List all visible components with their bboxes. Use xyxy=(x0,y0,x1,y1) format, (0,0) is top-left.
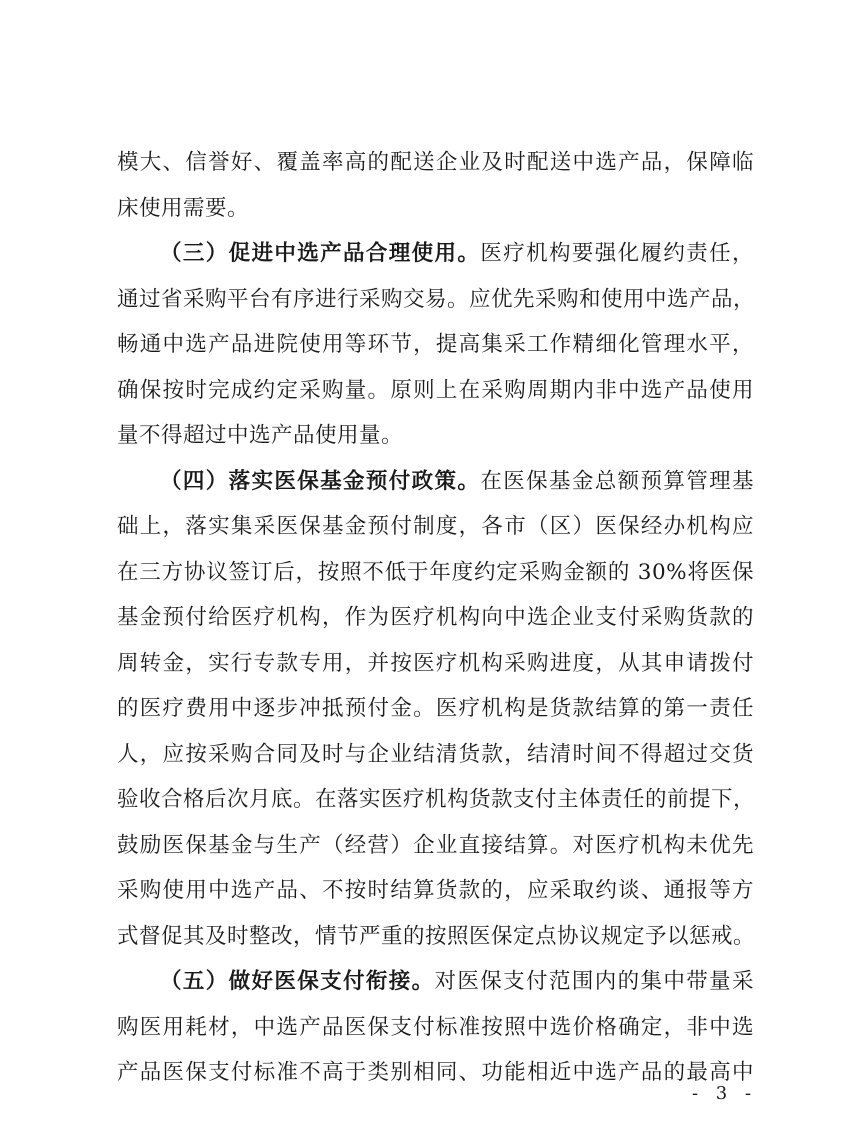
paragraph-text: 在医保基金总额预算管理基 xyxy=(480,468,754,494)
paragraph-line xyxy=(117,459,754,505)
paragraph-line: 通过省采购平台有序进行采购交易。应优先采购和使用中选产品， xyxy=(117,286,756,312)
paragraph-line: 基金预付给医疗机构，作为医疗机构向中选企业支付采购货款的 xyxy=(117,605,754,630)
paragraph-line xyxy=(117,959,754,1005)
paragraph-line: 验收合格后次月底。在落实医疗机构货款支付主体责任的前提下， xyxy=(117,787,756,812)
paragraph-text: 医疗机构要强化履约责任， xyxy=(480,241,754,266)
paragraph-line: 鼓励医保基金与生产（经营）企业直接结算。对医疗机构未优先 xyxy=(117,832,754,858)
section-heading: （五）做好医保支付衔接。 xyxy=(160,969,435,994)
section-heading: （四）落实医保基金预付政策。 xyxy=(160,468,481,494)
paragraph-line: 础上，落实集采医保基金预付制度，各市（区）医保经办机构应 xyxy=(117,514,754,539)
paragraph-line: 购医用耗材，中选产品医保支付标准按照中选价格确定，非中选 xyxy=(117,1014,754,1040)
paragraph-line: 人，应按采购合同及时与企业结清货款，结清时间不得超过交货 xyxy=(117,741,754,767)
paragraph-line: 在三方协议签订后，按照不低于年度约定采购金额的 30%将医保 xyxy=(117,559,754,585)
paragraph-line: 床使用需要。 xyxy=(117,195,250,221)
document-body xyxy=(117,140,754,1096)
paragraph-line: 产品医保支付标准不高于类别相同、功能相近中选产品的最高中 xyxy=(117,1060,754,1085)
paragraph-line: 周转金，实行专款专用，并按医疗机构采购进度，从其申请拨付 xyxy=(117,650,754,676)
paragraph-text: 对医保支付范围内的集中带量采 xyxy=(434,969,754,994)
paragraph-line: 式督促其及时整改，情节严重的按照医保定点协议规定予以惩戒。 xyxy=(117,923,756,949)
paragraph-line: 量不得超过中选产品使用量。 xyxy=(117,423,404,448)
paragraph-line: 模大、信誉好、覆盖率高的配送企业及时配送中选产品，保障临 xyxy=(117,150,754,175)
page-number: - 3 - xyxy=(692,1083,758,1104)
paragraph-line: 确保按时完成约定采购量。原则上在采购周期内非中选产品使用 xyxy=(117,377,754,403)
paragraph-line: 采购使用中选产品、不按时结算货款的，应采取约谈、通报等方 xyxy=(117,878,754,903)
paragraph-line: 的医疗费用中逐步冲抵预付金。医疗机构是货款结算的第一责任 xyxy=(117,696,754,721)
paragraph-line: 畅通中选产品进院使用等环节，提高集采工作精细化管理水平， xyxy=(117,332,754,357)
section-heading: （三）促进中选产品合理使用。 xyxy=(160,241,481,266)
paragraph-line xyxy=(117,231,754,277)
